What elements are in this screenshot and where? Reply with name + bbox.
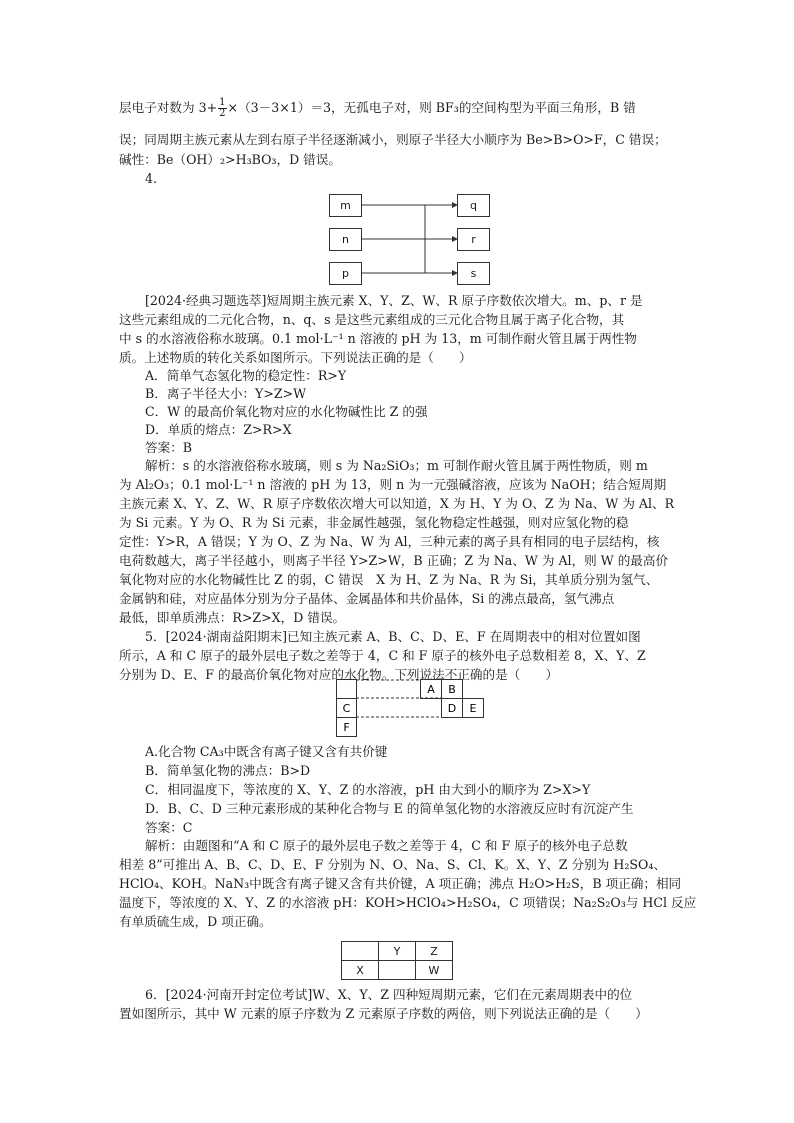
node-r: r [457, 228, 490, 251]
grid-cell-e: E [469, 702, 477, 715]
q6-stem-line: 置如图所示，其中 W 元素的原子序数为 Z 元素原子序数的两倍，则下列说法正确的是（ ） [119, 1006, 648, 1021]
q4-option-a: A．简单气态氢化物的稳定性：R>Y [145, 368, 347, 383]
grid-cell-c: C [342, 702, 351, 715]
q4-option-b: B．离子半径大小：Y>Z>W [145, 386, 307, 401]
para-top-line-1: 层电子对数为 3+ $\frac{1}{2}$ ×（3－3×1）＝3，无孤电子对，则 BF₃的空间构型为平面三角形，B 错 [119, 97, 636, 119]
para-top-line-2: 误；同周期主族元素从左到右原子半径逐渐减小，则原子半径大小顺序为 Be>B>O>F，C 错误； [119, 132, 667, 147]
q4-stem-line: 质。上述物质的转化关系如图所示。下列说法正确的是（ ） [119, 350, 472, 365]
grid-cell: Z [416, 942, 453, 961]
q4-analysis-line: 最低，即单质沸点：R>Z>X，D 错误。 [119, 610, 346, 625]
node-s: s [457, 262, 490, 285]
grid-cell-b: B [448, 683, 456, 696]
grid-cell: X [342, 961, 379, 980]
q5-analysis-line: 温度下，等浓度的 X、Y、Z 的水溶液 pH：KOH>HClO₄>H₂SO₄，C 项错误；Na₂S₂O₃与 HCl 反应 [119, 895, 697, 910]
q6-stem-line: 6．[2024·河南开封定位考试]W、X、Y、Z 四种短周期元素，它们在元素周期表中的位 [145, 987, 633, 1002]
q4-answer: 答案：B [145, 440, 193, 455]
q5-stem-line: 所示，A 和 C 原子的最外层电子数之差等于 4，C 和 F 原子的核外电子总数相差 8，X、Y、Z [119, 648, 646, 663]
q5-analysis-line: 相差 8”可推出 A、B、C、D、E、F 分别为 N、O、Na、S、Cl、K。X、Y、Z 分别为 H₂SO₄、 [119, 857, 666, 872]
q4-analysis-line: 主族元素 X、Y、Z、W、R 原子序数依次增大可以知道，X 为 H、Y 为 O、Z 为 Na、W 为 Al、R [119, 496, 675, 511]
q5-analysis-line: 解析：由题图和“A 和 C 原子的最外层电子数之差等于 4，C 和 F 原子的核外电子总数 [145, 838, 628, 853]
q5-option-d: D．B、C、D 三种元素形成的某种化合物与 E 的简单氢化物的水溶液反应时有沉淀产生 [145, 801, 634, 816]
grid-cell [379, 961, 416, 980]
q5-option-c: C．相同温度下，等浓度的 X、Y、Z 的水溶液，pH 由大到小的顺序为 Z>X>Y [145, 782, 591, 797]
q4-stem-line: [2024·经典习题选萃]短周期主族元素 X、Y、Z、W、R 原子序数依次增大。m、p、r 是 [145, 293, 643, 308]
grid-cell: Y [379, 942, 416, 961]
para-top-line-3: 碱性：Be（OH）₂>H₃BO₃，D 错误。 [119, 152, 341, 167]
q4-analysis-line: 为 Al₂O₃；0.1 mol·L⁻¹ n 溶液的 pH 为 13，则 n 为一元强碱溶液，应该为 NaOH；结合短周期 [119, 477, 667, 492]
q5-analysis-line: HClO₄、KOH。NaN₃中既含有离子键又含有共价键，A 项正确；沸点 H₂O>H₂S，B 项正确；相同 [119, 876, 682, 891]
grid-cell [342, 942, 379, 961]
q4-analysis-line: 为 Si 元素。Y 为 O、R 为 Si 元素，非金属性越强，氢化物稳定性越强，则对应氢化物的稳 [119, 515, 629, 530]
q5-stem-line: 5．[2024·湖南益阳期末]已知主族元素 A、B、C、D、E、F 在周期表中的相对位置如图 [145, 629, 641, 644]
grid-cell-d: D [447, 702, 457, 715]
q5-option-b: B．简单氢化物的沸点：B>D [145, 763, 311, 778]
q4-analysis-line: 解析：s 的水溶液俗称水玻璃，则 s 为 Na₂SiO₃；m 可制作耐火管且属于两性物质，则 m [145, 458, 648, 473]
q5-stem-line: 分别为 D、E、F 的最高价氧化物对应的水化物。下列说法不正确的是（ ） [119, 667, 559, 682]
grid-cell: W [416, 961, 453, 980]
q5-answer: 答案：C [145, 820, 193, 835]
q4-analysis-line: 金属钠和硅，对应晶体分别为分子晶体、金属晶体和共价晶体，Si 的沸点最高，氢气沸点 [119, 591, 615, 606]
node-p: p [329, 262, 362, 285]
grid-cell-a: A [427, 683, 435, 696]
node-m: m [329, 194, 362, 217]
q5-analysis-line: 有单质硫生成，D 项正确。 [119, 914, 272, 929]
q4-stem-line: 这些元素组成的二元化合物，n、q、s 是这些元素组成的三元化合物且属于离子化合物，其 [119, 312, 625, 327]
q4-analysis-line: 氧化物对应的水化物碱性比 Z 的弱，C 错误 X 为 H、Z 为 Na、R 为 Si，其单质分别为氢气、 [119, 572, 659, 587]
q4-option-d: D．单质的熔点：Z>R>X [145, 422, 292, 437]
periodic-grid-q5 [336, 679, 486, 737]
reaction-diagram [329, 192, 489, 284]
q4-analysis-line: 定性：Y>R，A 错误；Y 为 O、Z 为 Na、W 为 Al，三种元素的离子具有相同的电子层结构，核 [119, 534, 660, 549]
q4-stem-line: 中 s 的水溶液俗称水玻璃。0.1 mol·L⁻¹ n 溶液的 pH 为 13，m 可制作耐火管且属于两性物 [119, 331, 637, 346]
node-q: q [457, 194, 490, 217]
q4-option-c: C．W 的最高价氧化物对应的水化物碱性比 Z 的强 [145, 404, 428, 419]
grid-cell-f: F [343, 721, 350, 734]
question-4-number: 4. [145, 171, 158, 186]
periodic-grid-q6 [341, 941, 453, 980]
q4-analysis-line: 电荷数越大，离子半径越小，则离子半径 Y>Z>W，B 正确；Z 为 Na、W 为 Al，则 W 的最高价 [119, 553, 669, 568]
fraction: $\frac{1}{2}$ [219, 97, 226, 119]
q5-option-a: A.化合物 CA₃中既含有离子键又含有共价键 [145, 744, 388, 759]
node-n: n [329, 228, 362, 251]
